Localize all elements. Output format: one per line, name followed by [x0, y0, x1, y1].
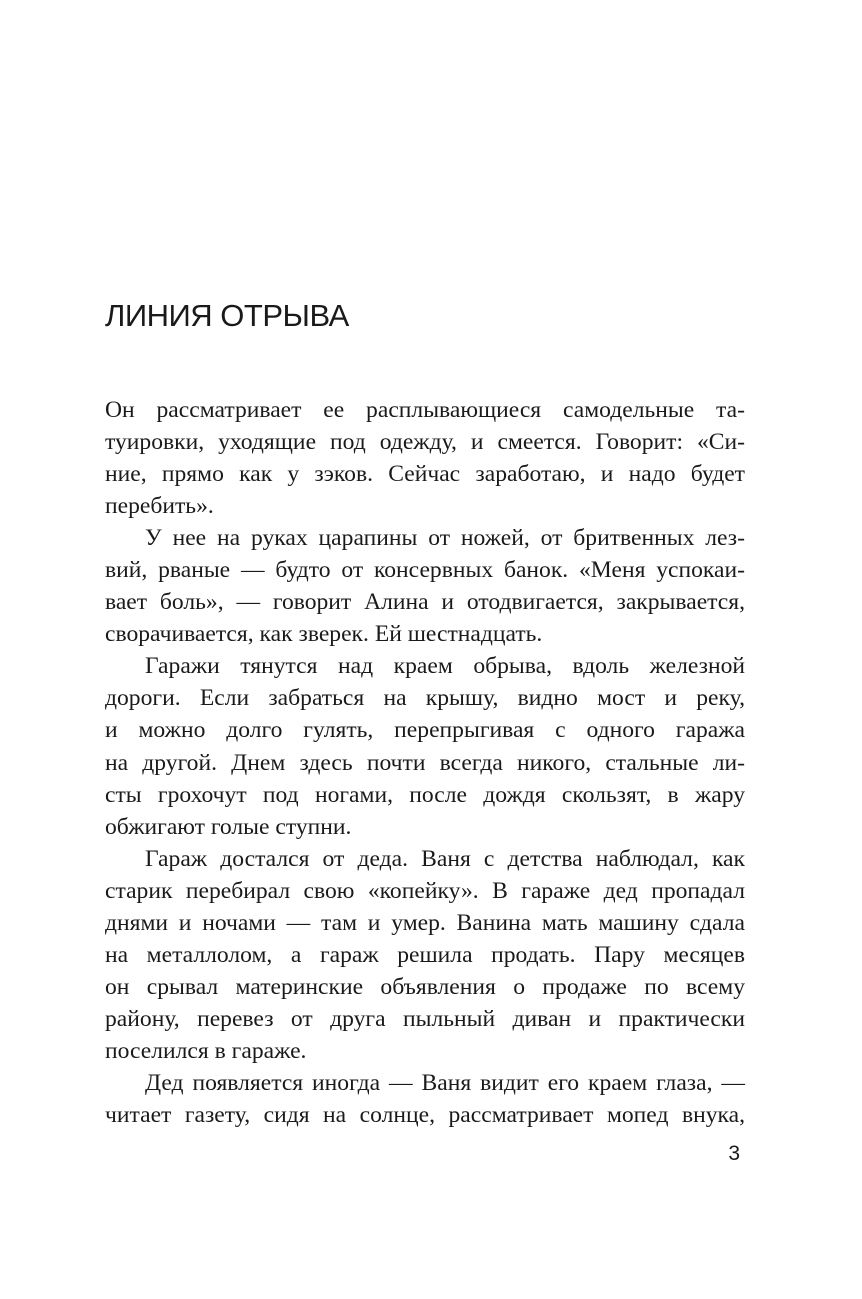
text-line: и можно долго гулять, перепрыгивая с одного гаража: [105, 717, 745, 744]
text-line: Гаражи тянутся над краем обрыва, вдоль железной: [145, 653, 745, 680]
text-line: У нее на руках царапины от ножей, от бритвенных лез-: [145, 525, 745, 552]
text-line: днями и ночами — там и умер. Ванина мать машину сдала: [105, 909, 745, 936]
page-number: 3: [728, 1142, 740, 1165]
text-line: поселился в гараже.: [105, 1037, 307, 1064]
text-line: туировки, уходящие под одежду, и смеется. Говорит: «Си-: [105, 429, 745, 456]
text-line: сворачивается, как зверек. Ей шестнадцать.: [105, 621, 543, 648]
text-line: обжигают голые ступни.: [105, 813, 352, 840]
text-line: ние, прямо как у зэков. Сейчас заработаю, и надо будет: [105, 461, 745, 488]
text-line: читает газету, сидя на солнце, рассматривает мопед внука,: [105, 1102, 745, 1129]
text-line: Дед появляется иногда — Ваня видит его краем глаза, —: [145, 1069, 745, 1096]
text-line: на металлолом, а гараж решила продать. Пару месяцев: [105, 941, 745, 968]
text-line: сты грохочут под ногами, после дождя скользят, в жару: [105, 781, 745, 808]
text-line: он срывал материнские объявления о продаже по всему: [105, 973, 745, 1000]
body-text: [105, 394, 745, 1131]
text-line: Гараж достался от деда. Ваня с детства наблюдал, как: [145, 845, 745, 872]
text-line: вий, рваные — будто от консервных банок. «Меня успокаи-: [105, 557, 745, 584]
text-line: перебить».: [105, 493, 214, 520]
text-line: старик перебирал свою «копейку». В гараже дед пропадал: [105, 877, 745, 904]
text-line: на другой. Днем здесь почти всегда никого, стальные ли-: [105, 749, 745, 776]
text-line: Он рассматривает ее расплывающиеся самодельные та-: [105, 397, 745, 423]
text-line: вает боль», — говорит Алина и отодвигается, закрывается,: [105, 589, 745, 616]
text-line: району, перевез от друга пыльный диван и практически: [105, 1005, 745, 1032]
text-line: дороги. Если забраться на крышу, видно мост и реку,: [105, 685, 745, 712]
chapter-title: ЛИНИЯ ОТРЫВА: [105, 298, 349, 333]
